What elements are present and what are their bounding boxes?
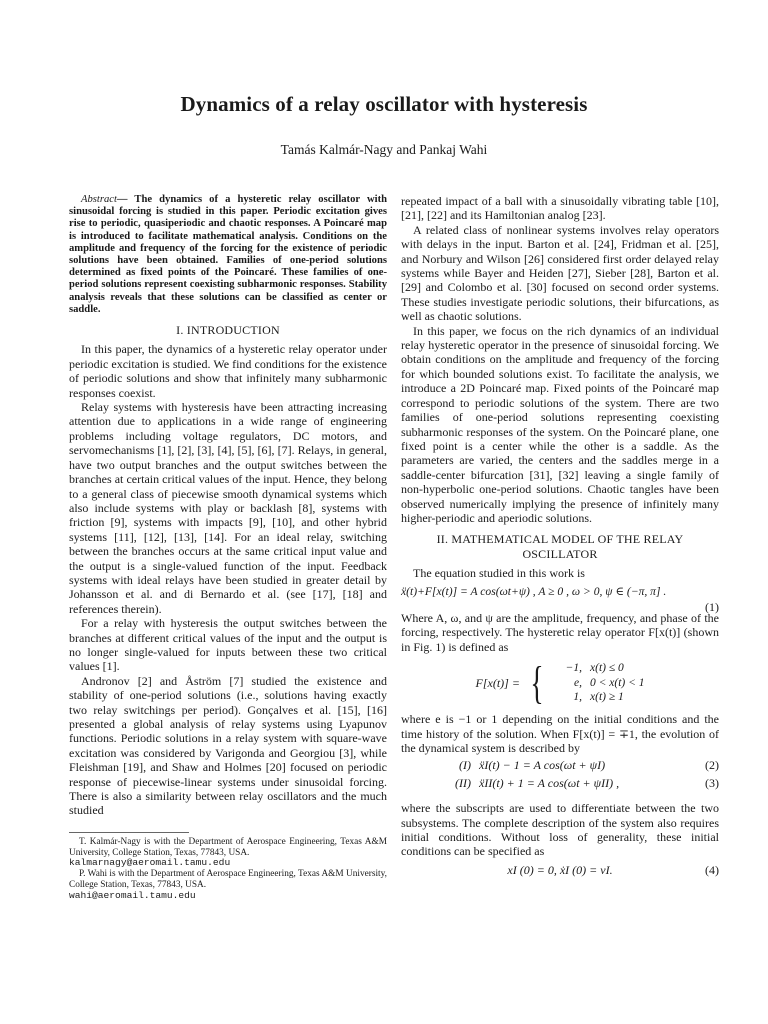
equation-number: (4) [705, 862, 719, 877]
email-link[interactable]: kalmarnagy@aeromail.tamu.edu [69, 857, 231, 869]
case-row [554, 676, 644, 691]
paper-authors: Tamás Kalmár-Nagy and Pankaj Wahi [280, 142, 488, 157]
paragraph: where the subscripts are used to differentiate between the two subsystems. The complete description of the system also requires initial conditions. Without loss of generality, these initial conditions can be specified as [401, 801, 719, 859]
footnote-separator [69, 832, 189, 833]
paragraph: repeated impact of a ball with a sinusoidally vibrating table [10], [21], [22] and its Hamiltonian analog [23]. [401, 194, 719, 223]
case-value: −1, [565, 662, 583, 675]
piecewise-lhs: F[x(t)] = [475, 675, 520, 690]
section-heading-model [401, 532, 719, 561]
equation-label: (I) [459, 758, 471, 773]
equation-number: (2) [705, 758, 719, 773]
equation-2 [401, 758, 719, 772]
equation-1 [401, 584, 719, 614]
paragraph: For a relay with hysteresis the output switches between the branches at different critical values of the input and the output is no longer single-valued for inputs between these two critical values [1]. [69, 616, 387, 674]
case-condition: x(t) ≥ 1 [590, 691, 624, 704]
paragraph: Relay systems with hysteresis have been attracting increasing attention due to applications in a wide range of engineering problems including voltage regulators, DC motors, and servomechanisms [1], [2], [3], [4], [5], [6], [7]. Relays, in general, have two output branches and the output switches between the branches at certain critical values of the input. Hence, they belong to a general class of piecewise smooth dynamical systems which also include systems with play or backlash [8], systems with friction [9], systems with impacts [9], [10], and other hybrid systems [11], [12], [13], [14]. For an ideal relay, switching between the branches occurs at the same critical input value and the output is a single-valued function of the input. Feedback systems with ideal relays have been studied in greater detail by Johansson et al. and di Bernardo et al. (see [17], [18] and references therein). [69, 400, 387, 616]
paper-title: Dynamics of a relay oscillator with hysteresis [180, 92, 588, 116]
section-heading-line: OSCILLATOR [522, 546, 598, 561]
abstract-text: — The dynamics of a hysteretic relay oscillator with sinusoidal forcing is studied in this paper. Periodic excitation gives rise to periodic, quasiperiodic and chaotic responses. A Poincaré map is introduced to facilitate mathematical analysis. Conditions on the amplitude and frequency of the forcing for the existence of periodic solutions have been obtained. Families of one-period solutions determined as fixed points of the Poincaré. These families of one-period solutions represent coexisting subharmonic responses. Stability analysis reveals that these solutions can be classified as center or saddle. [69, 194, 387, 315]
equation-number: (1) [705, 599, 719, 614]
case-condition: x(t) ≤ 0 [590, 662, 624, 675]
piecewise-definition [401, 657, 719, 709]
section-heading-intro: I. INTRODUCTION [176, 323, 280, 338]
case-value: e, [574, 676, 583, 689]
equation-3 [401, 776, 719, 790]
equation-content: ẍ(t)+F[x(t)] = A cos(ωt+ψ) , A ≥ 0 , ω > 0, ψ ∈ (−π, π] . [401, 584, 667, 598]
left-column [69, 194, 387, 902]
paragraph: where e is −1 or 1 depending on the initial conditions and the time history of the solution. When F[x(t)] = ∓1, the evolution of the dynamical system is described by [401, 712, 719, 755]
equation-label: (II) [455, 775, 471, 790]
paragraph: In this paper, the dynamics of a hysteretic relay operator under periodic excitation is studied. We find conditions for the existence of periodic solutions and show that infinitely many subharmonic responses coexist. [69, 342, 387, 400]
equation-content: ẍII(t) + 1 = A cos(ωt + ψII) , [479, 775, 620, 790]
footnote: P. Wahi is with the Department of Aerospace Engineering, Texas A&M University, College Station, Texas, 77843, USA. [69, 869, 387, 891]
piecewise-cases [554, 661, 644, 705]
case-value: 1, [573, 691, 583, 704]
abstract [69, 194, 387, 316]
paragraph: Andronov [2] and Åström [7] studied the existence and stability of one-period solutions (i.e., solutions having exactly two relay switchings per period). Gonçalves et al. [15], [16] presented a global analysis of relay systems using Lyapunov functions. Periodic solutions in a relay system with square-wave excitation was considered by Varigonda and Georgiou [3], while Fleishman [19], and Shaw and Holmes [20] focused on periodic response of piecewise-linear systems under sinusoidal forcing. There is also a similarity between relay oscillators and the much studied [69, 673, 387, 818]
footnote: T. Kalmár-Nagy is with the Department of Aerospace Engineering, Texas A&M University, College Station, Texas, 77843, USA. [69, 836, 387, 858]
paragraph: A related class of nonlinear systems involves relay operators with delays in the input. Barton et al. [24], Fridman et al. [25], and Norbury and Wilson [26] considered first order delayed relay systems while Bayer and Heiden [27], Sieber [28], Barton et al. [29] and Colombo et al. [30] focused on second order systems. These studies investigate periodic solutions, their bifurcations, as well as chaotic solutions. [401, 222, 719, 324]
equation-content: xI (0) = 0, ẋI (0) = vI. [507, 862, 613, 877]
right-column [401, 194, 719, 879]
case-row [554, 690, 644, 705]
section-heading-line: II. MATHEMATICAL MODEL OF THE RELAY [436, 532, 684, 547]
case-condition: 0 < x(t) < 1 [590, 676, 645, 689]
equation-number: (3) [705, 775, 719, 790]
equation-content: ẍI(t) − 1 = A cos(ωt + ψI) [479, 758, 606, 773]
paragraph: The equation studied in this work is [413, 566, 585, 581]
abstract-label: Abstract [81, 194, 117, 205]
email-link[interactable]: wahi@aeromail.tamu.edu [69, 889, 196, 901]
paragraph: In this paper, we focus on the rich dynamics of an individual relay hysteretic operator in the presence of sinusoidal forcing. We obtain conditions on the amplitude and frequency of the forcing for which bounded solutions exist. To facilitate the analysis, we introduce a 2D Poincaré map. Fixed points of the Poincaré map correspond to periodic solutions of the system. There are two families of one-period solutions representing coexisting subharmonic responses of the system. On the Poincaré plane, one fixed point is a center while the other is a saddle. As the parameters are varied, the centers and the saddles merge in a saddle-center bifurcation [31], [32] leaving a single family of non-hyperbolic one-period solutions. Chaotic tangles have been observed numerically implying the presence of infinitely many higher-periodic and aperiodic solutions. [401, 323, 719, 525]
paragraph: Where A, ω, and ψ are the amplitude, frequency, and phase of the forcing, respectively. The hysteretic relay operator F[x(t)] (shown in Fig. 1) is defined as [401, 610, 719, 654]
equation-4 [401, 863, 719, 877]
brace-symbol: { [530, 657, 544, 709]
case-row [554, 661, 644, 676]
